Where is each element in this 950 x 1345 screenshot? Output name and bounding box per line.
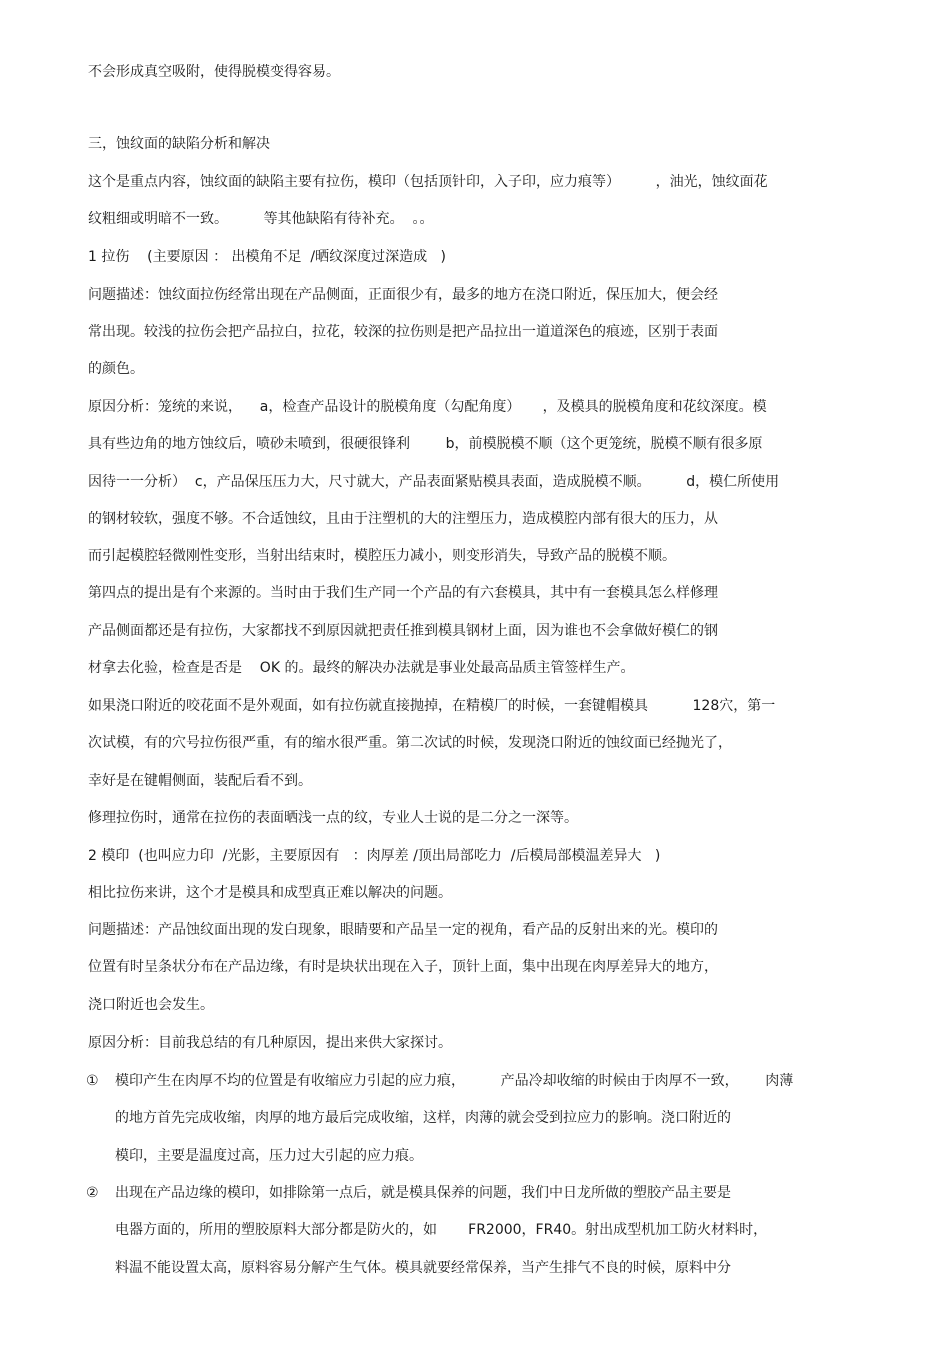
paragraph-line: 的钢材较软，强度不够。不合适蚀纹，且由于注塑机的大的注塑压力，造成模腔内部有很大的压力，从 (88, 511, 718, 527)
paragraph-line: 常出现。较浅的拉伤会把产品拉白，拉花，较深的拉伤则是把产品拉出一道道深色的痕迹，区别于表面 (88, 324, 718, 340)
paragraph-line: 问题描述：产品蚀纹面出现的发白现象，眼睛要和产品呈一定的视角，看产品的反射出来的光。模印的 (88, 922, 718, 938)
paragraph-line: 幸好是在键帽侧面，装配后看不到。 (88, 773, 312, 789)
paragraph-line: 而引起模腔轻微刚性变形，当射出结束时，模腔压力减小，则变形消失，导致产品的脱模不顺。 (88, 548, 676, 564)
list-item-line: 料温不能设置太高，原料容易分解产生气体。模具就要经常保养，当产生排气不良的时候，原料中分 (115, 1260, 731, 1276)
paragraph-line: 修理拉伤时，通常在拉伤的表面晒浅一点的纹，专业人士说的是二分之一深等。 (88, 810, 578, 826)
paragraph-line: 位置有时呈条状分布在产品边缘，有时是块状出现在入子，顶针上面，集中出现在肉厚差异大的地方， (88, 959, 718, 975)
paragraph-line: 原因分析：目前我总结的有几种原因，提出来供大家探讨。 (88, 1035, 452, 1051)
paragraph-line: 纹粗细或明暗不一致。 等其他缺陷有待补充。 。。 (88, 211, 434, 227)
section-heading: 三，蚀纹面的缺陷分析和解决 (88, 136, 270, 152)
list-item-line: 的地方首先完成收缩，肉厚的地方最后完成收缩，这样，肉薄的就会受到拉应力的影响。浇口附近的 (115, 1110, 731, 1126)
paragraph-line: 因待一一分析） c，产品保压压力大，尺寸就大，产品表面紧贴模具表面，造成脱模不顺。 d，模仁所使用 (88, 474, 780, 490)
list-item-line: 电器方面的，所用的塑胶原料大部分都是防火的，如 FR2000，FR40。射出成型机加工防火材料时， (115, 1222, 768, 1238)
paragraph-line: 产品侧面都还是有拉伤，大家都找不到原因就把责任推到模具钢材上面，因为谁也不会拿做好模仁的钢 (88, 623, 718, 639)
paragraph-line: 材拿去化验，检查是否是 OK 的。最终的解决办法就是事业处最高品质主管签样生产。 (88, 660, 635, 676)
list-item-line: 模印，主要是温度过高，压力过大引起的应力痕。 (115, 1148, 423, 1164)
paragraph-line: 问题描述：蚀纹面拉伤经常出现在产品侧面，正面很少有，最多的地方在浇口附近，保压加大，便会经 (88, 287, 718, 303)
paragraph-line: 相比拉伤来讲，这个才是模具和成型真正难以解决的问题。 (88, 885, 452, 901)
paragraph-line: 这个是重点内容，蚀纹面的缺陷主要有拉伤，模印（包括顶针印，入子印，应力痕等） ，油光，蚀纹面花 (88, 174, 768, 190)
list-marker: ① (86, 1073, 99, 1089)
list-item-line: 模印产生在肉厚不均的位置是有收缩应力引起的应力痕， 产品冷却收缩的时候由于肉厚不一致， 肉薄 (115, 1073, 794, 1089)
paragraph-line: 不会形成真空吸附，使得脱模变得容易。 (88, 64, 340, 80)
paragraph-line: 的颜色。 (88, 361, 144, 377)
paragraph-line: 浇口附近也会发生。 (88, 997, 214, 1013)
paragraph-line: 第四点的提出是有个来源的。当时由于我们生产同一个产品的有六套模具，其中有一套模具怎么样修理 (88, 585, 718, 601)
paragraph-line: 具有些边角的地方蚀纹后，喷砂未喷到，很硬很锋利 b，前模脱模不顺（这个更笼统，脱模不顺有很多原 (88, 436, 763, 452)
paragraph-line: 次试模，有的穴号拉伤很严重，有的缩水很严重。第二次试的时候，发现浇口附近的蚀纹面已经抛光了， (88, 735, 732, 751)
paragraph-line: 如果浇口附近的咬花面不是外观面，如有拉伤就直接抛掉，在精模厂的时候，一套键帽模具 128穴，第一 (88, 698, 776, 714)
list-marker: ② (86, 1185, 99, 1201)
list-item-line: 出现在产品边缘的模印，如排除第一点后，就是模具保养的问题，我们中日龙所做的塑胶产品主要是 (115, 1185, 731, 1201)
subsection-heading: 2 模印 (也叫应力印 /光影，主要原因有 ：肉厚差 /顶出局部吃力 /后模局部模温差异大 ) (88, 848, 661, 864)
paragraph-line: 原因分析：笼统的来说， a，检查产品设计的脱模角度（勾配角度） ，及模具的脱模角度和花纹深度。模 (88, 399, 767, 415)
subsection-heading: 1 拉伤 (主要原因 ： 出模角不足 /晒纹深度过深造成 ) (88, 249, 446, 265)
